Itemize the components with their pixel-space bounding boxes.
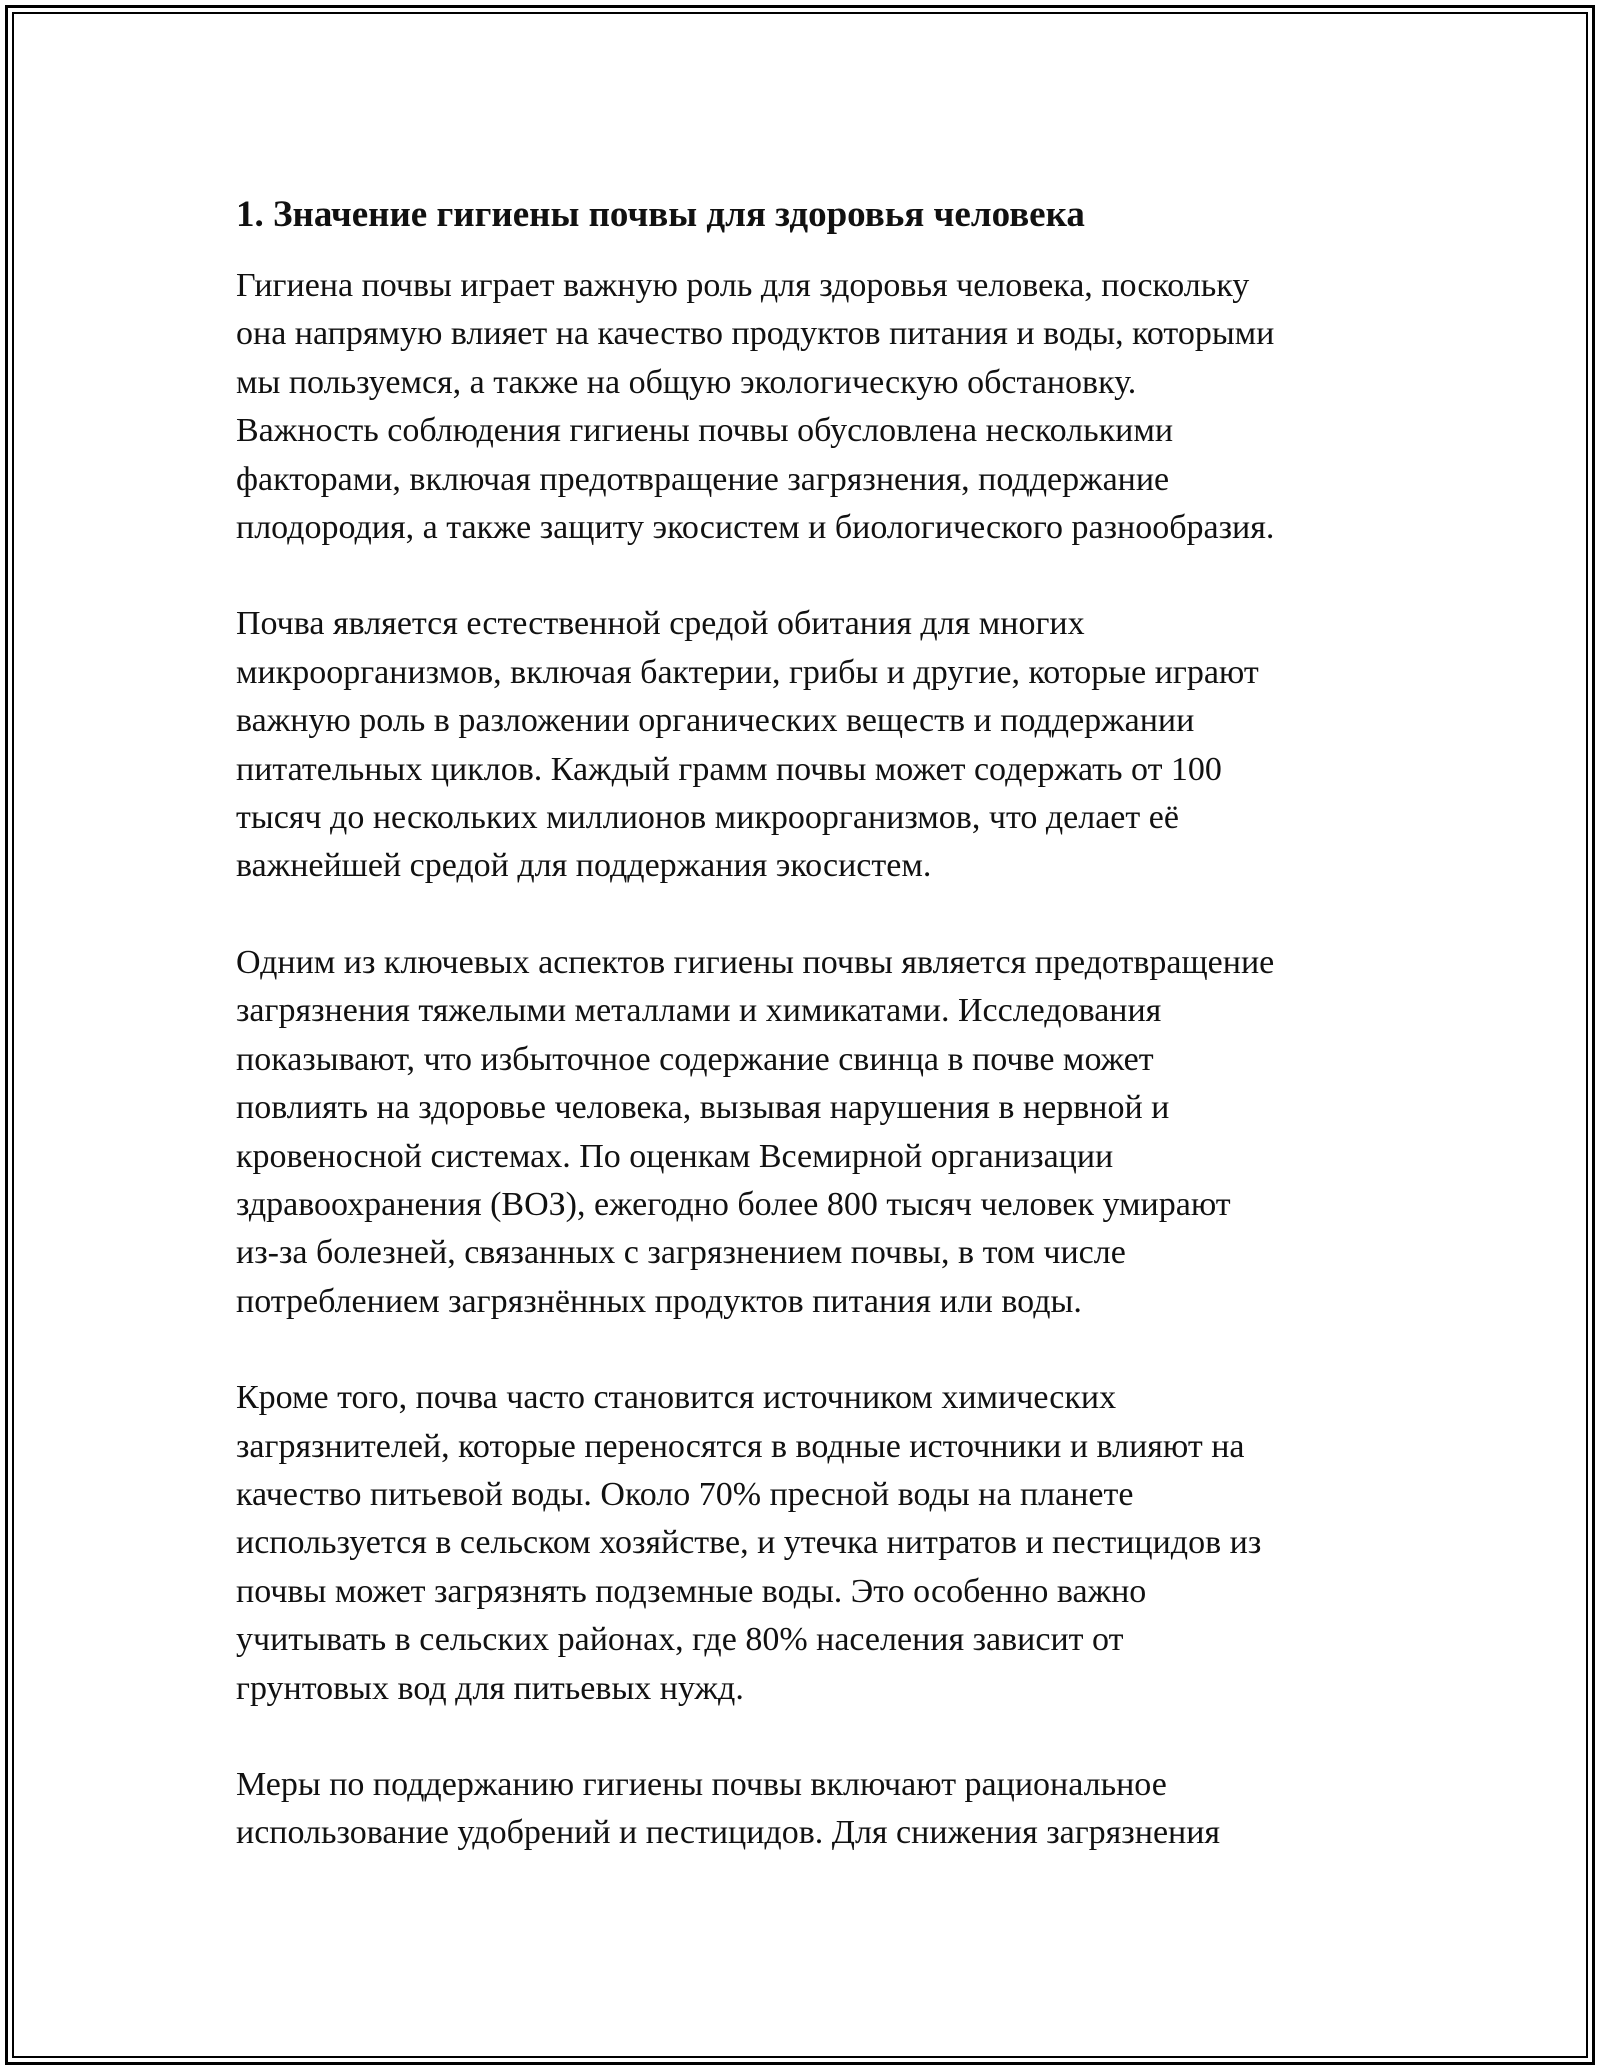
section-heading: 1. Значение гигиены почвы для здоровья человека [236,194,1085,235]
paragraph-heavy-metals: Одним из ключевых аспектов гигиены почвы является предотвращение загрязнения тяжелыми металлами и химикатами. Исследования показывают, что избыточное содержание свинца в почве может повлиять на здоровье человека, вызывая нарушения в нервной и кровеносной системах. По оценкам Всемирной организации здравоохранения (ВОЗ), ежегодно более 800 тысяч человек умирают из-за болезней, связанных с загрязнением почвы, в том числе потреблением загрязнённых продуктов питания или воды. [236,943,1275,1320]
paragraph-microorganisms: Почва является естественной средой обитания для многих микроорганизмов, включая бактерии, грибы и другие, которые играют важную роль в разложении органических веществ и поддержании питательных циклов. Каждый грамм почвы может содержать от 100 тысяч до нескольких миллионов микроорганизмов, что делает её важнейшей средой для поддержания экосистем. [236,605,1259,885]
paragraph-soil-hygiene-importance: Гигиена почвы играет важную роль для здоровья человека, поскольку она напрямую влияет на качество продуктов питания и воды, которыми мы пользуемся, а также на общую экологическую обстановку. Важность соблюдения гигиены почвы обусловлена несколькими факторами, включая предотвращение загрязнения, поддержание плодородия, а также защиту экосистем и биологического разнообразия. [236,267,1275,547]
document-body [236,190,1386,1906]
paragraph-water-pollution: Кроме того, почва часто становится источником химических загрязнителей, которые переносятся в водные источники и влияют на качество питьевой воды. Около 70% пресной воды на планете используется в сельском хозяйстве, и утечка нитратов и пестицидов из почвы может загрязнять подземные воды. Это особенно важно учитывать в сельских районах, где 80% населения зависит от грунтовых вод для питьевых нужд. [236,1379,1262,1707]
paragraph-hygiene-measures: Меры по поддержанию гигиены почвы включают рациональное использование удобрений и пестицидов. Для снижения загрязнения [236,1765,1221,1852]
